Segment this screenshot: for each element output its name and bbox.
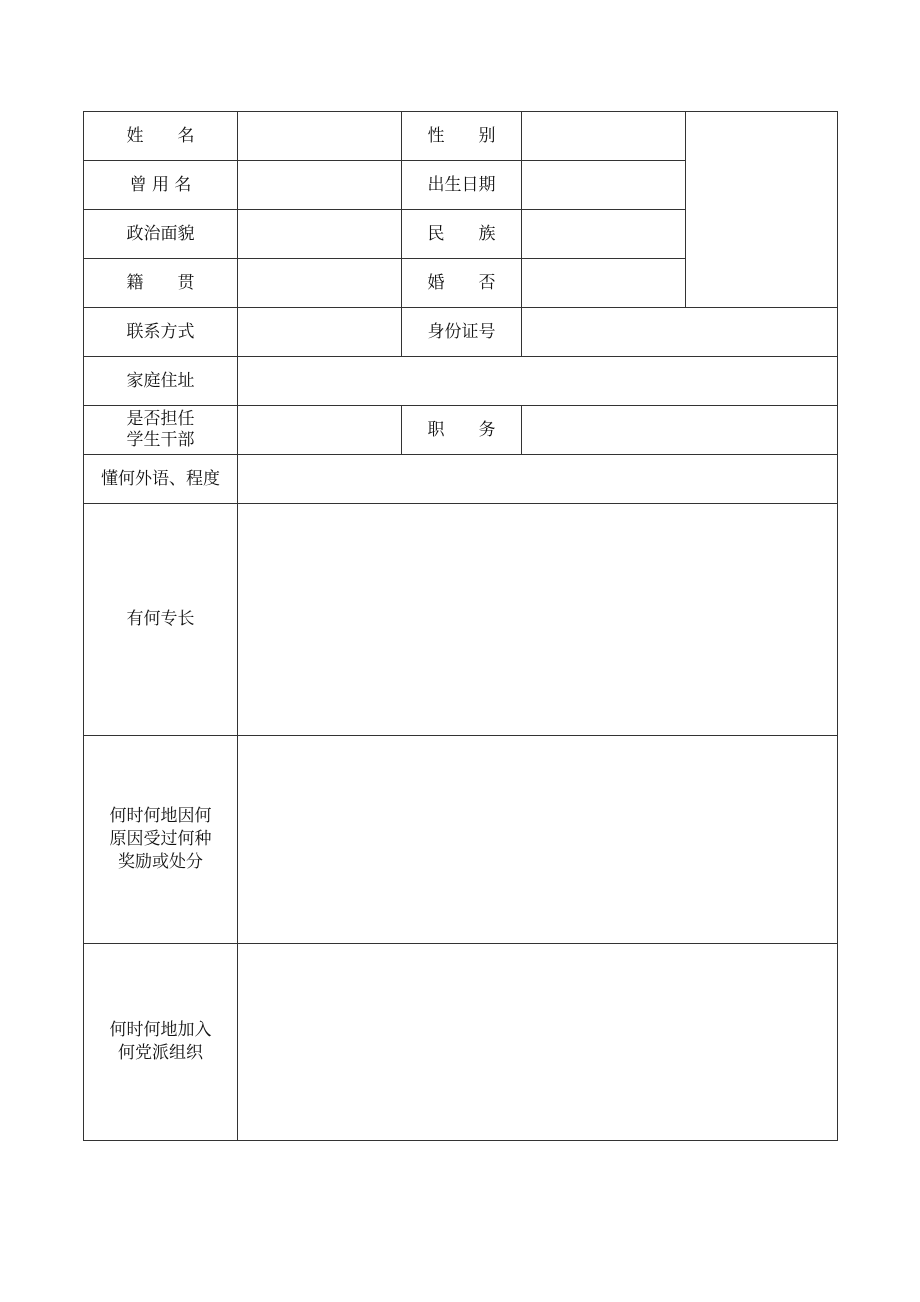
foreign-language-field[interactable] xyxy=(238,455,838,504)
label-id-number: 身份证号 xyxy=(402,308,522,357)
label-specialty: 有何专长 xyxy=(84,504,238,736)
former-name-field[interactable] xyxy=(238,161,402,210)
label-party-membership: 何时何地加入 何党派组织 xyxy=(84,944,238,1141)
label-foreign-language: 懂何外语、程度 xyxy=(84,455,238,504)
party-membership-field[interactable] xyxy=(238,944,838,1141)
specialty-field[interactable] xyxy=(238,504,838,736)
ethnicity-field[interactable] xyxy=(522,210,686,259)
name-field[interactable] xyxy=(238,112,402,161)
contact-field[interactable] xyxy=(238,308,402,357)
marital-status-field[interactable] xyxy=(522,259,686,308)
label-birth-date: 出生日期 xyxy=(402,161,522,210)
label-rewards-punishments: 何时何地因何 原因受过何种 奖励或处分 xyxy=(84,736,238,944)
gender-field[interactable] xyxy=(522,112,686,161)
photo-area[interactable] xyxy=(686,112,838,308)
position-field[interactable] xyxy=(522,406,838,455)
label-name: 姓 名 xyxy=(84,112,238,161)
birth-date-field[interactable] xyxy=(522,161,686,210)
label-position: 职 务 xyxy=(402,406,522,455)
label-student-cadre: 是否担任 学生干部 xyxy=(84,406,238,455)
label-contact: 联系方式 xyxy=(84,308,238,357)
student-cadre-field[interactable] xyxy=(238,406,402,455)
rewards-punishments-field[interactable] xyxy=(238,736,838,944)
home-address-field[interactable] xyxy=(238,357,838,406)
label-ethnicity: 民 族 xyxy=(402,210,522,259)
id-number-field[interactable] xyxy=(522,308,838,357)
label-gender: 性 别 xyxy=(402,112,522,161)
native-place-field[interactable] xyxy=(238,259,402,308)
label-native-place: 籍 贯 xyxy=(84,259,238,308)
registration-form-table xyxy=(83,111,838,1141)
label-former-name: 曾 用 名 xyxy=(84,161,238,210)
label-home-address: 家庭住址 xyxy=(84,357,238,406)
label-political-status: 政治面貌 xyxy=(84,210,238,259)
label-marital-status: 婚 否 xyxy=(402,259,522,308)
political-status-field[interactable] xyxy=(238,210,402,259)
